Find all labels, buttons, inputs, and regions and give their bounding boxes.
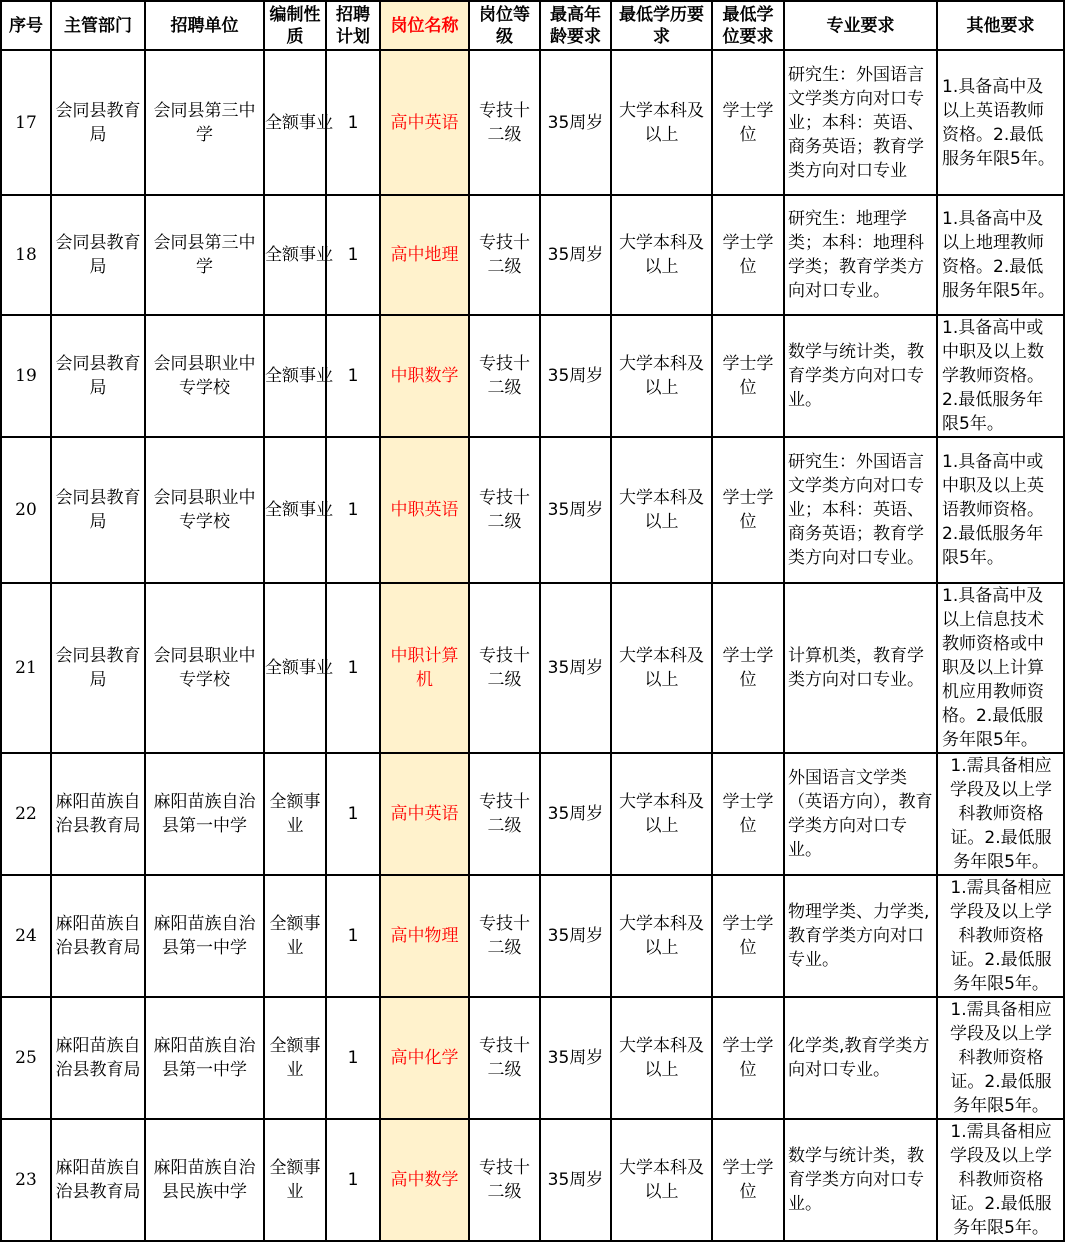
cell-grade: 专技十二级	[469, 875, 540, 997]
header-degree: 最低学位要求	[712, 1, 784, 50]
cell-unit: 麻阳苗族自治县民族中学	[145, 1119, 264, 1241]
cell-dept: 麻阳苗族自治县教育局	[51, 753, 145, 875]
cell-degree: 学士学位	[712, 437, 784, 583]
cell-nature: 全额事业	[264, 437, 326, 583]
cell-major: 研究生：外国语言文学类方向对口专业；本科：英语、商务英语；教育学类方向对口专业。	[784, 437, 937, 583]
cell-degree: 学士学位	[712, 195, 784, 315]
cell-seq: 24	[1, 875, 51, 997]
table-row	[1, 583, 1064, 753]
cell-dept: 会同县教育局	[51, 437, 145, 583]
cell-post: 中职计算机	[380, 583, 469, 753]
cell-major: 研究生：外国语言文学类方向对口专业；本科：英语、商务英语；教育学类方向对口专业	[784, 50, 937, 195]
cell-post: 高中地理	[380, 195, 469, 315]
cell-edu: 大学本科及以上	[611, 875, 712, 997]
cell-post: 中职数学	[380, 315, 469, 437]
cell-grade: 专技十二级	[469, 1119, 540, 1241]
cell-other: 1.需具备相应学段及以上学科教师资格证。2.最低服务年限5年。	[937, 753, 1064, 875]
header-unit: 招聘单位	[145, 1, 264, 50]
cell-major: 数学与统计类，教育学类方向对口专业。	[784, 315, 937, 437]
cell-age: 35周岁	[540, 437, 611, 583]
cell-other: 1.具备高中或中职及以上数学教师资格。2.最低服务年限5年。	[937, 315, 1064, 437]
table-row	[1, 50, 1064, 195]
cell-unit: 麻阳苗族自治县第一中学	[145, 997, 264, 1119]
cell-plan: 1	[326, 50, 380, 195]
cell-edu: 大学本科及以上	[611, 50, 712, 195]
header-grade: 岗位等级	[469, 1, 540, 50]
cell-grade: 专技十二级	[469, 50, 540, 195]
cell-plan: 1	[326, 1119, 380, 1241]
cell-degree: 学士学位	[712, 583, 784, 753]
cell-major: 化学类,教育学类方向对口专业。	[784, 997, 937, 1119]
cell-dept: 麻阳苗族自治县教育局	[51, 875, 145, 997]
header-edu: 最低学历要求	[611, 1, 712, 50]
cell-unit: 会同县职业中专学校	[145, 437, 264, 583]
cell-age: 35周岁	[540, 195, 611, 315]
cell-edu: 大学本科及以上	[611, 195, 712, 315]
header-plan: 招聘计划	[326, 1, 380, 50]
cell-other: 1.具备高中及以上地理教师资格。2.最低服务年限5年。	[937, 195, 1064, 315]
cell-seq: 22	[1, 753, 51, 875]
cell-age: 35周岁	[540, 1119, 611, 1241]
cell-grade: 专技十二级	[469, 997, 540, 1119]
cell-other: 1.需具备相应学段及以上学科教师资格证。2.最低服务年限5年。	[937, 875, 1064, 997]
cell-post: 高中化学	[380, 997, 469, 1119]
header-age: 最高年龄要求	[540, 1, 611, 50]
cell-major: 计算机类，教育学类方向对口专业。	[784, 583, 937, 753]
cell-plan: 1	[326, 583, 380, 753]
cell-seq: 18	[1, 195, 51, 315]
cell-post: 中职英语	[380, 437, 469, 583]
cell-degree: 学士学位	[712, 753, 784, 875]
cell-dept: 会同县教育局	[51, 50, 145, 195]
cell-grade: 专技十二级	[469, 315, 540, 437]
cell-edu: 大学本科及以上	[611, 1119, 712, 1241]
cell-unit: 会同县职业中专学校	[145, 583, 264, 753]
cell-edu: 大学本科及以上	[611, 997, 712, 1119]
cell-plan: 1	[326, 753, 380, 875]
cell-edu: 大学本科及以上	[611, 753, 712, 875]
table-row	[1, 875, 1064, 997]
cell-other: 1.具备高中及以上信息技术教师资格或中职及以上计算机应用教师资格。2.最低服务年限5年。	[937, 583, 1064, 753]
header-seq: 序号	[1, 1, 51, 50]
cell-unit: 会同县第三中学	[145, 195, 264, 315]
cell-age: 35周岁	[540, 583, 611, 753]
cell-age: 35周岁	[540, 875, 611, 997]
cell-major: 物理学类、力学类,教育学类方向对口专业。	[784, 875, 937, 997]
header-major: 专业要求	[784, 1, 937, 50]
cell-nature: 全额事业	[264, 1119, 326, 1241]
cell-nature: 全额事业	[264, 753, 326, 875]
cell-degree: 学士学位	[712, 50, 784, 195]
cell-seq: 25	[1, 997, 51, 1119]
cell-age: 35周岁	[540, 753, 611, 875]
cell-grade: 专技十二级	[469, 195, 540, 315]
header-dept: 主管部门	[51, 1, 145, 50]
header-post: 岗位名称	[380, 1, 469, 50]
cell-unit: 麻阳苗族自治县第一中学	[145, 753, 264, 875]
cell-post: 高中数学	[380, 1119, 469, 1241]
cell-dept: 会同县教育局	[51, 583, 145, 753]
table-row	[1, 315, 1064, 437]
cell-other: 1.需具备相应学段及以上学科教师资格证。2.最低服务年限5年。	[937, 1119, 1064, 1241]
cell-unit: 麻阳苗族自治县第一中学	[145, 875, 264, 997]
table-row	[1, 437, 1064, 583]
cell-nature: 全额事业	[264, 997, 326, 1119]
cell-plan: 1	[326, 875, 380, 997]
cell-seq: 19	[1, 315, 51, 437]
table-row	[1, 195, 1064, 315]
cell-edu: 大学本科及以上	[611, 583, 712, 753]
cell-dept: 会同县教育局	[51, 315, 145, 437]
cell-seq: 21	[1, 583, 51, 753]
cell-plan: 1	[326, 195, 380, 315]
cell-post: 高中英语	[380, 753, 469, 875]
cell-plan: 1	[326, 315, 380, 437]
cell-major: 外国语言文学类（英语方向），教育学类方向对口专业。	[784, 753, 937, 875]
table-row	[1, 997, 1064, 1119]
cell-grade: 专技十二级	[469, 437, 540, 583]
cell-other: 1.需具备相应学段及以上学科教师资格证。2.最低服务年限5年。	[937, 997, 1064, 1119]
cell-seq: 20	[1, 437, 51, 583]
cell-nature: 全额事业	[264, 50, 326, 195]
header-other: 其他要求	[937, 1, 1064, 50]
cell-edu: 大学本科及以上	[611, 437, 712, 583]
cell-other: 1.具备高中或中职及以上英语教师资格。2.最低服务年限5年。	[937, 437, 1064, 583]
cell-nature: 全额事业	[264, 583, 326, 753]
cell-degree: 学士学位	[712, 875, 784, 997]
cell-dept: 麻阳苗族自治县教育局	[51, 1119, 145, 1241]
cell-nature: 全额事业	[264, 195, 326, 315]
cell-degree: 学士学位	[712, 315, 784, 437]
cell-major: 数学与统计类，教育学类方向对口专业。	[784, 1119, 937, 1241]
cell-nature: 全额事业	[264, 875, 326, 997]
table-row	[1, 753, 1064, 875]
cell-degree: 学士学位	[712, 997, 784, 1119]
header-row	[1, 1, 1064, 50]
cell-age: 35周岁	[540, 315, 611, 437]
table-row	[1, 1119, 1064, 1241]
cell-dept: 麻阳苗族自治县教育局	[51, 997, 145, 1119]
cell-seq: 17	[1, 50, 51, 195]
cell-age: 35周岁	[540, 50, 611, 195]
cell-grade: 专技十二级	[469, 583, 540, 753]
cell-nature: 全额事业	[264, 315, 326, 437]
cell-unit: 会同县第三中学	[145, 50, 264, 195]
cell-plan: 1	[326, 997, 380, 1119]
cell-other: 1.具备高中及以上英语教师资格。2.最低服务年限5年。	[937, 50, 1064, 195]
cell-age: 35周岁	[540, 997, 611, 1119]
cell-dept: 会同县教育局	[51, 195, 145, 315]
header-nature: 编制性质	[264, 1, 326, 50]
cell-post: 高中英语	[380, 50, 469, 195]
cell-edu: 大学本科及以上	[611, 315, 712, 437]
cell-unit: 会同县职业中专学校	[145, 315, 264, 437]
cell-degree: 学士学位	[712, 1119, 784, 1241]
cell-plan: 1	[326, 437, 380, 583]
cell-grade: 专技十二级	[469, 753, 540, 875]
cell-post: 高中物理	[380, 875, 469, 997]
cell-major: 研究生：地理学类；本科：地理科学类；教育学类方向对口专业。	[784, 195, 937, 315]
cell-seq: 23	[1, 1119, 51, 1241]
